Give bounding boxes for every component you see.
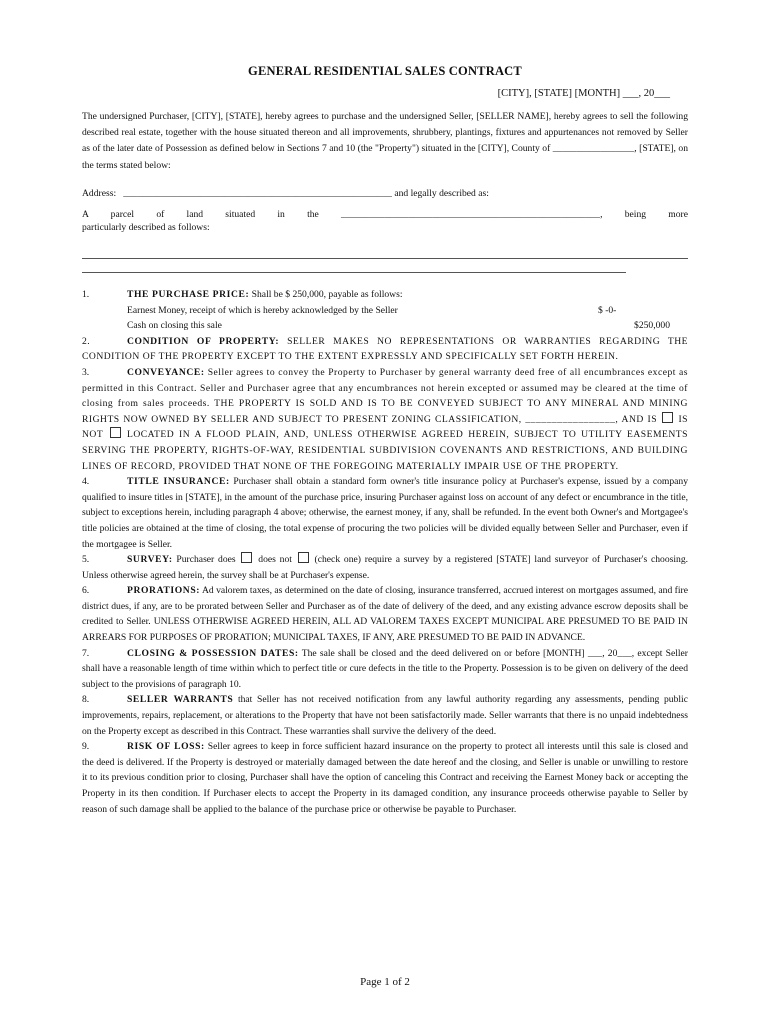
section-heading: SELLER WARRANTS (127, 694, 234, 706)
section-number: 8. (82, 694, 90, 706)
section-heading: CONDITION OF PROPERTY: (127, 335, 280, 347)
section-6 (82, 583, 688, 645)
section-text: Seller agrees to convey the Property to Purchaser by general warranty deed free of all encumbrances except as permitted in this Contract. Seller and Purchaser agree that any encumbrances not herein excepted or assumed may be cleared at the time of closing from sales proceeds. THE PROPERTY IS SOLD AND IS TO BE CONVEYED SUBJECT TO ANY MINERAL AND MINING RIGHTS NOW OWNED BY SELLER AND SUBJECT TO PRESENT ZONING CLASSIFICATION, _________________, AND IS (82, 366, 688, 425)
section-3 (82, 365, 688, 474)
section-1 (82, 287, 688, 303)
parcel-line-continued: particularly described as follows: (82, 222, 210, 233)
section-number: 2. (82, 335, 91, 347)
parcel-line: A parcel of land situated in the ______________________________________________________, being more (82, 209, 688, 220)
section-number: 5. (82, 554, 90, 566)
section-text: Seller agrees to keep in force sufficient hazard insurance on the property to protect all interests until this sale is closed and the deed is delivered. If the Property is destroyed or materially damaged between the date hereof and the closing, and Seller is unable or unwilling to restore it to its previous condition prior to closing, Purchaser shall have the option of canceling this Contract and receiving the Earnest Money back or accepting the Property in its then condition. If Purchaser elects to accept the Property in its damaged condition, any insurance proceeds otherwise payable to Seller by reason of such damage shall be applied to the balance of the purchase price or otherwise be payable to Purchaser. (82, 741, 688, 815)
section-heading: CLOSING & POSSESSION DATES: (127, 647, 299, 659)
section-number: 6. (82, 585, 90, 597)
survey-does-checkbox[interactable] (241, 552, 252, 563)
flood-plain-is-not-checkbox[interactable] (110, 427, 121, 438)
section-text: Purchaser shall obtain a standard form owner's title insurance policy at Purchaser's expense, issued by a company qualified to insure titles in [STATE], in the amount of the purchase price, insuring Purchaser against loss on account of any defect or encumbrance in the title, subject to exceptions herein, including paragraph 4 above; otherwise, the earnest money, if any, shall be refunded. In the event both Owner's and Mortgagee's title policies are obtained at the time of closing, the total expense of procuring the two policies will be divided equally between Seller and Purchaser, even if the mortgagee is Seller. (82, 476, 689, 550)
section-heading: THE PURCHASE PRICE: (127, 289, 250, 300)
section-text: Purchaser does (172, 554, 236, 566)
section-heading: SURVEY: (127, 554, 173, 566)
section-heading: CONVEYANCE: (127, 366, 205, 378)
survey-does-not-checkbox[interactable] (298, 552, 309, 563)
section-5 (82, 552, 688, 583)
section-text: The sale shall be closed and the deed delivered on or before [MONTH] ___, 20___, except Seller shall have a reasonable length of time within which to perfect title or cure defects in the title to the Property. Possession is to be given on delivery of the deed subject to the provisions of paragraph 10. (82, 647, 688, 690)
cash-on-closing-value: $250,000 (634, 320, 670, 332)
section-number: 7. (82, 647, 90, 659)
section-text: SELLER MAKES NO REPRESENTATIONS OR WARRANTIES REGARDING THE CONDITION OF THE PROPERTY EXCEPT TO THE EXTENT EXPRESSLY AND SPECIFICALLY SET FORTH HEREIN. (82, 335, 688, 363)
section-text-continued: (check one) require a survey by a registered [STATE] land surveyor of Purchaser's choosing. Unless otherwise agreed herein, the survey shall be at Purchaser's expense. (82, 554, 689, 581)
section-text: Shall be $ 250,000, payable as follows: (249, 289, 403, 300)
section-heading: TITLE INSURANCE: (127, 476, 230, 488)
section-9 (82, 739, 688, 817)
section-heading: PRORATIONS: (127, 585, 201, 597)
flood-plain-is-checkbox[interactable] (662, 412, 673, 423)
contract-title: GENERAL RESIDENTIAL SALES CONTRACT (248, 64, 522, 78)
section-number: 3. (82, 366, 90, 378)
section-number: 4. (82, 476, 90, 488)
section-number: 1. (82, 289, 90, 300)
section-7 (82, 646, 688, 693)
cash-on-closing-label: Cash on closing this sale (127, 320, 222, 332)
cash-on-closing-row (82, 318, 688, 334)
section-4 (82, 474, 688, 552)
date-line: [CITY], [STATE] [MONTH] ___, 20___ (497, 88, 670, 99)
section-text: Ad valorem taxes, as determined on the date of closing, insurance transferred, accrued interest on mortgages assumed, and fire district dues, if any, are to be prorated between Seller and Purchaser as of the date of delivery of the deed, and any existing advance escrow deposits shall be credited to Seller. UNLESS OTHERWISE AGREED HEREIN, ALL AD VALOREM TAXES EXCEPT MUNICIPAL ARE PRESUMED TO BE PAID IN ARREARS FOR PURPOSES OF PRORATION; MUNICIPAL TAXES, IF ANY, ARE PRESUMED TO BE PAID IN ADVANCE. (82, 585, 688, 644)
legal-description-blank-2 (82, 272, 626, 273)
section-text-continued: LOCATED IN A FLOOD PLAIN, AND, UNLESS OTHERWISE AGREED HEREIN, SUBJECT TO UTILITY EASEMENTS SERVING THE PROPERTY, RIGHTS-OF-WAY, RESIDENTIAL SUBDIVISION COVENANTS AND RESTRICTIONS, AND BUILDING LINES OF RECORD, PROVIDED THAT NONE OF THE FOREGOING MATERIALLY IMPAIR USE OF THE PROPERTY. (82, 429, 688, 472)
section-2 (82, 334, 688, 365)
earnest-money-row (82, 303, 688, 319)
section-text-is-not: IS NOT (82, 413, 689, 441)
section-number: 9. (82, 741, 90, 753)
contract-sections (82, 287, 688, 817)
section-text-does-not: does not (258, 554, 292, 566)
earnest-money-value: $ -0- (598, 304, 617, 316)
earnest-money-label: Earnest Money, receipt of which is hereby acknowledged by the Seller (127, 304, 398, 316)
section-text: that Seller has not received notification from any lawful authority regarding any assessments, pending public improvements, repairs, replacement, or alterations to the Property that have not been satisfactorily made. Seller warrants that there is no unpaid indebtedness on the Property except as described in this Contract. These warranties shall survive the delivery of the deed. (82, 694, 688, 737)
legal-description-blank-1 (82, 258, 688, 259)
section-heading: RISK OF LOSS: (127, 741, 205, 753)
section-8 (82, 692, 688, 739)
page-number: Page 1 of 2 (360, 976, 410, 988)
address-line: Address: ________________________________________________________ and legally described as: (82, 188, 489, 199)
intro-paragraph: The undersigned Purchaser, [CITY], [STATE], hereby agrees to purchase and the undersigned Seller, [SELLER NAME], hereby agrees to sell the following described real estate, together with the house situated thereon and all improvements, shrubbery, plantings, fixtures and appurtenances not removed by Seller as of the later date of Possession as defined below in Sections 7 and 10 (the "Property") situated in the [CITY], County of _________________, [STATE], on the terms stated below: (82, 111, 688, 171)
